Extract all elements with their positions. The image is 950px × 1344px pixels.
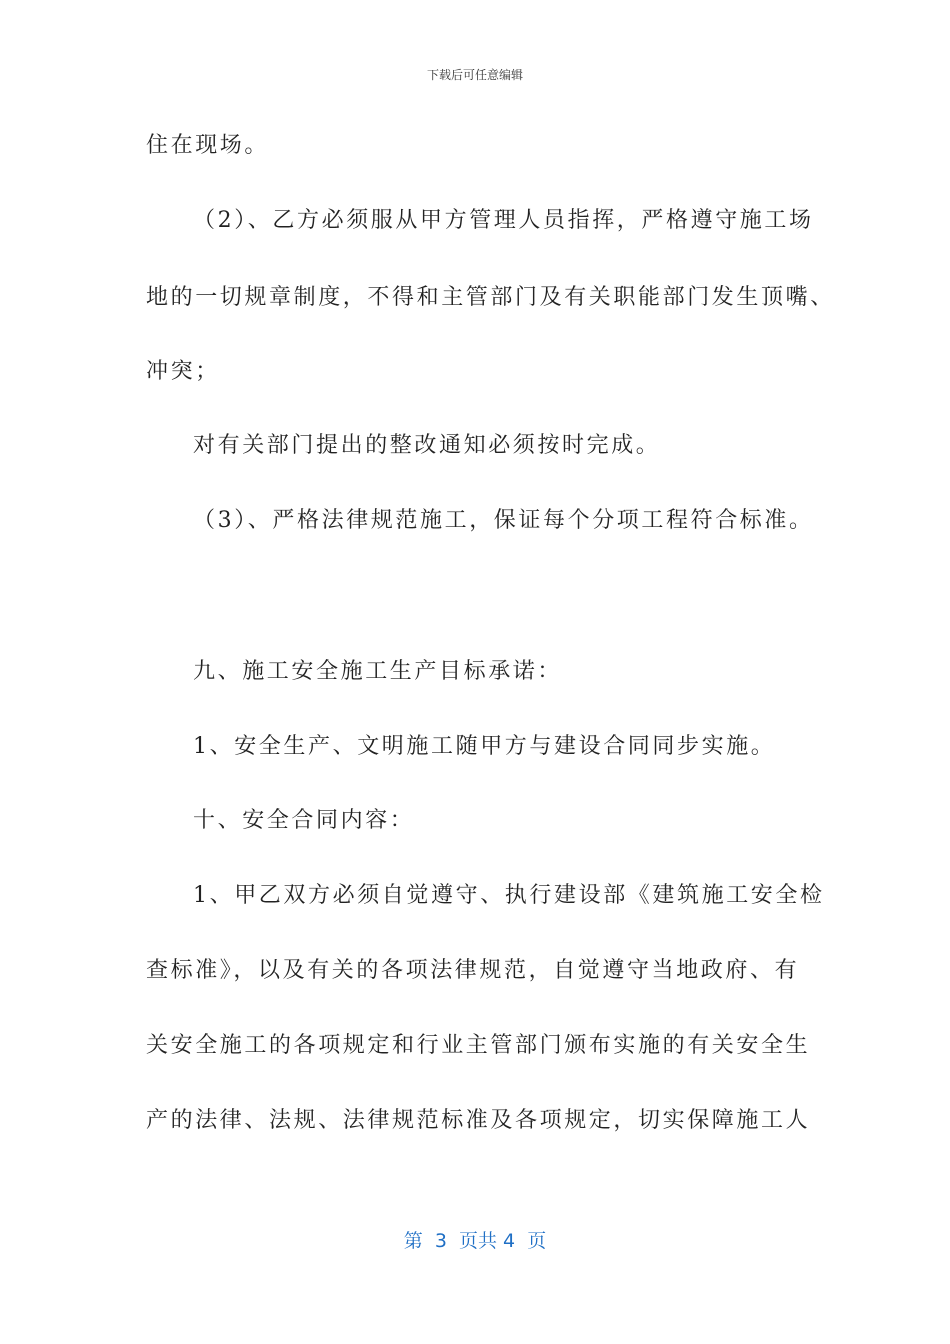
paragraph-line: 1、甲乙双方必须自觉遵守、执行建设部《建筑施工安全检 bbox=[193, 883, 825, 908]
paragraph-line: 查标准》，以及有关的各项法律规范，自觉遵守当地政府、有 bbox=[146, 958, 800, 983]
paragraph-line: （2）、乙方必须服从甲方管理人员指挥，严格遵守施工场 bbox=[193, 208, 814, 233]
paragraph-line: 产的法律、法规、法律规范标准及各项规定，切实保障施工人 bbox=[146, 1108, 811, 1133]
paragraph-line: 地的一切规章制度，不得和主管部门及有关职能部门发生顶嘴、 bbox=[146, 285, 835, 310]
section-heading: 九、施工安全施工生产目标承诺： bbox=[193, 659, 563, 684]
page-number: 第 3 页共 4 页 bbox=[403, 1230, 547, 1252]
paragraph-line: （3）、严格法律规范施工，保证每个分项工程符合标准。 bbox=[193, 508, 814, 533]
header-note: 下载后可任意编辑 bbox=[426, 68, 523, 82]
paragraph-line: 1、安全生产、文明施工随甲方与建设合同同步实施。 bbox=[193, 734, 776, 759]
section-heading: 十、安全合同内容： bbox=[193, 808, 415, 833]
paragraph-line: 对有关部门提出的整改通知必须按时完成。 bbox=[193, 433, 661, 458]
paragraph-line: 冲突； bbox=[146, 359, 220, 384]
paragraph-line: 关安全施工的各项规定和行业主管部门颁布实施的有关安全生 bbox=[146, 1033, 811, 1058]
paragraph-line: 住在现场。 bbox=[146, 133, 270, 158]
